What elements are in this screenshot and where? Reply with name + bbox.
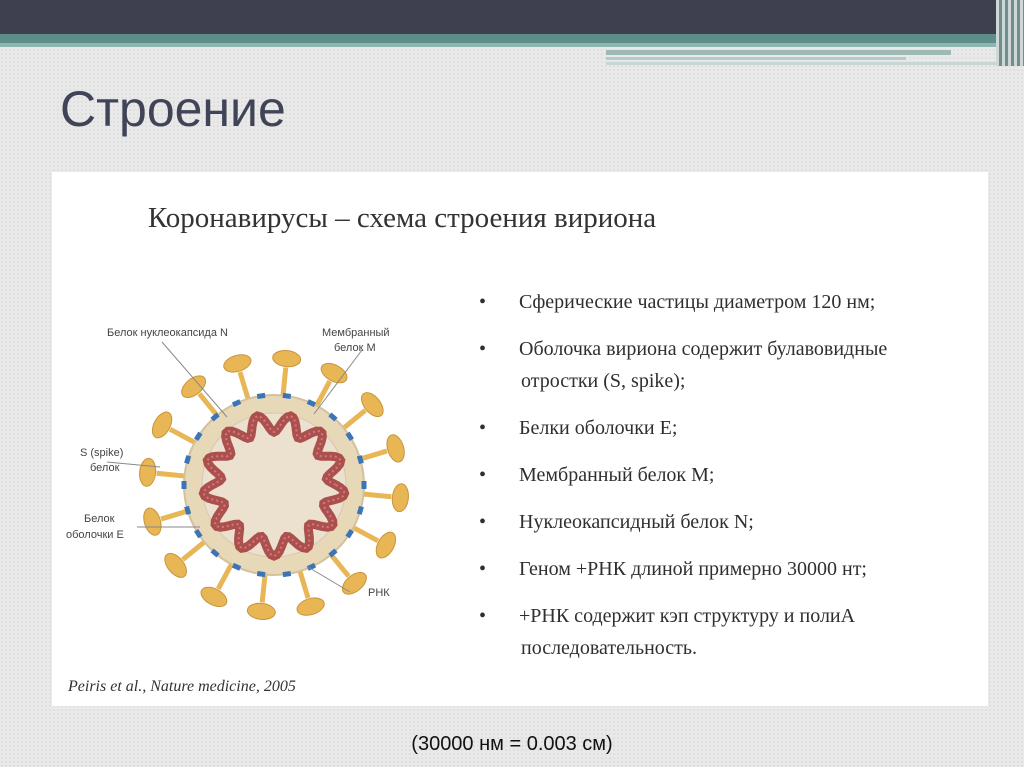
citation: Peiris et al., Nature medicine, 2005 [68,678,296,695]
label-spike: S (spike) [80,447,124,459]
bullet-dot: • [479,605,487,627]
top-bar [0,0,1024,34]
bullet-text-continued: последовательность. [521,637,698,659]
accent-stripe [0,34,1024,43]
bullet-text: Оболочка вириона содержит булавовидные [519,338,888,360]
bullet-text-continued: отростки (S, spike); [521,370,686,392]
spike-head [198,583,230,610]
spike-head [138,458,157,487]
label-envelope: оболочки E [66,529,124,541]
bullet-text: +РНК содержит кэп структуру и полиА [519,605,856,627]
bullet-item [467,333,987,397]
accent-stripe-light [0,43,1024,47]
bullet-dot: • [479,338,487,360]
content-panel [52,172,988,706]
label-envelope: Белок [84,513,115,525]
bullet-dot: • [479,291,487,313]
bullet-text: Нуклеокапсидный белок N; [519,511,754,533]
slide-title: Строение [60,81,286,137]
bullet-list [467,286,987,679]
virion-diagram [52,322,452,622]
bullet-dot: • [479,464,487,486]
bullet-item [467,600,987,664]
spike-head [247,602,276,621]
accent-line [606,62,1006,65]
spike-head [222,352,253,375]
membrane-protein [362,481,367,489]
spike-head [141,506,164,537]
label-rna: РНК [368,587,390,599]
decorative-bars [996,0,1024,66]
spike-head [384,433,407,464]
bullet-text: Мембранный белок М; [519,464,715,486]
bullet-dot: • [479,558,487,580]
label-nucleocapsid: Белок нуклеокапсида N [107,327,228,339]
accent-line [606,57,906,60]
label-membrane: Мембранный [322,327,390,339]
spike-head [295,595,326,618]
bullet-text: Сферические частицы диаметром 120 нм; [519,291,876,313]
spike-head [272,349,301,368]
spike-head [391,483,410,512]
bullet-dot: • [479,417,487,439]
bullet-item [467,553,987,585]
label-spike: белок [90,462,120,474]
footnote: (30000 нм = 0.003 см) [411,733,613,755]
spike-head [372,529,399,561]
membrane-protein [182,481,187,489]
label-membrane: белок М [334,342,376,354]
panel-title: Коронавирусы – схема строения вириона [147,202,657,234]
bullet-item [467,286,987,318]
bullet-item [467,459,987,491]
spike-head [318,359,350,386]
bullet-item [467,412,987,444]
bullet-dot: • [479,511,487,533]
spike-head [148,409,175,441]
bullet-item [467,506,987,538]
bullet-text: Белки оболочки Е; [519,417,678,439]
accent-line [606,50,951,55]
bullet-text: Геном +РНК длиной примерно 30000 нт; [519,558,867,580]
